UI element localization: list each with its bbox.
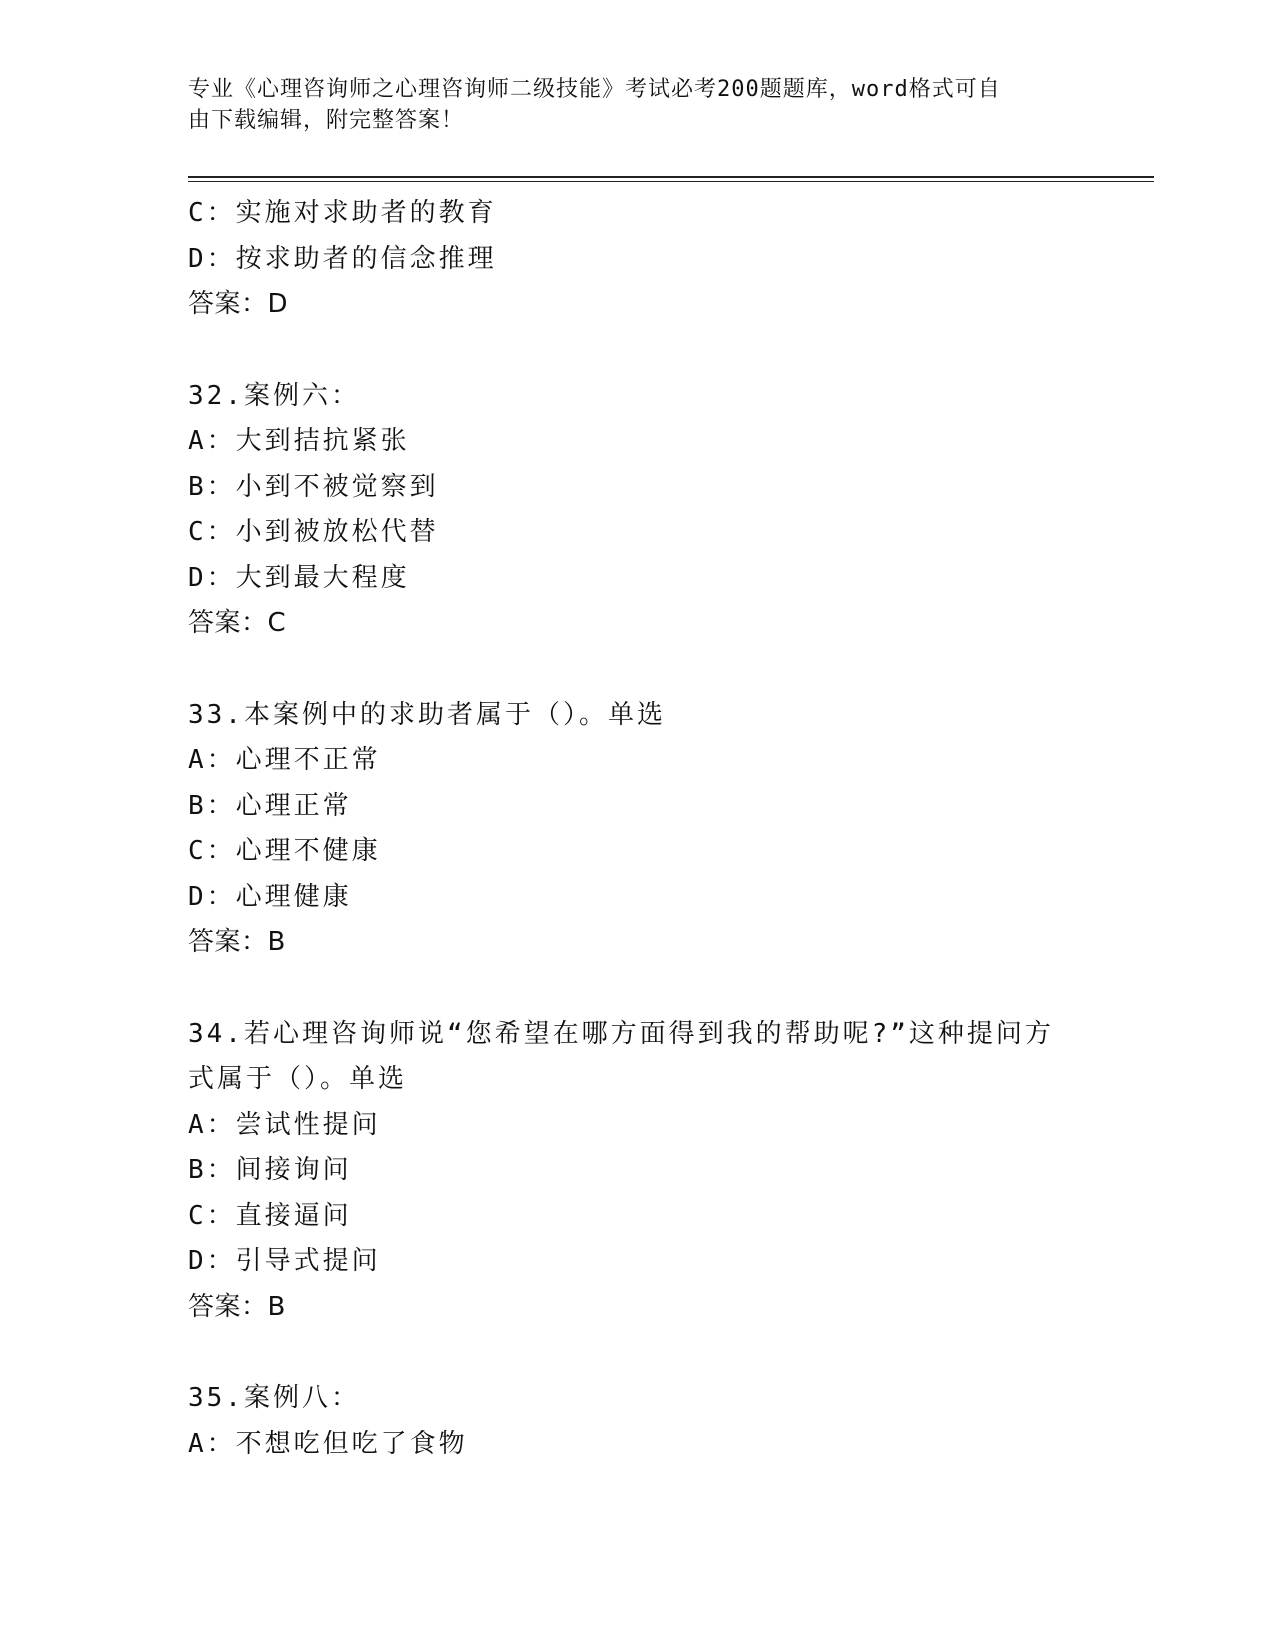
question-list — [188, 193, 1108, 1469]
spacer — [188, 968, 1108, 1014]
option-b: B：心理正常 — [188, 790, 352, 821]
spacer — [188, 330, 1108, 376]
answer-line: 答案：B — [188, 1291, 286, 1322]
option-a: A：大到拮抗紧张 — [188, 426, 410, 456]
answer-line: 答案：C — [188, 608, 287, 638]
option-c: C：小到被放松代替 — [188, 517, 439, 547]
document-header — [188, 74, 1068, 136]
option-c: C：实施对求助者的教育 — [188, 198, 497, 228]
spacer — [188, 649, 1108, 695]
question-stem: 35.案例八： — [188, 1383, 360, 1413]
question-stem: 34.若心理咨询师说“您希望在哪方面得到我的帮助呢?”这种提问方 — [188, 1018, 1054, 1049]
option-c: C：直接逼问 — [188, 1200, 352, 1231]
header-line-1: 专业《心理咨询师之心理咨询师二级技能》考试必考200题题库，word格式可自 — [188, 77, 1001, 102]
question-block-34 — [188, 1014, 1108, 1333]
question-block-32 — [188, 376, 1108, 649]
option-a: A：尝试性提问 — [188, 1109, 381, 1140]
question-block-continued — [188, 193, 1108, 330]
question-block-35 — [188, 1378, 1108, 1469]
option-d: D：心理健康 — [188, 881, 352, 912]
option-d: D：大到最大程度 — [188, 562, 410, 593]
option-a: A：不想吃但吃了食物 — [188, 1428, 468, 1459]
question-stem: 32.案例六： — [188, 380, 360, 411]
answer-line: 答案：B — [188, 927, 286, 957]
header-line-2: 由下载编辑，附完整答案！ — [188, 108, 465, 133]
option-d: D：按求助者的信念推理 — [188, 243, 497, 274]
header-divider — [188, 176, 1154, 182]
option-a: A：心理不正常 — [188, 745, 381, 775]
question-block-33 — [188, 695, 1108, 968]
option-b: B：间接询问 — [188, 1155, 352, 1185]
option-b: B：小到不被觉察到 — [188, 471, 439, 502]
answer-line: 答案：D — [188, 289, 289, 319]
question-stem-continued: 式属于（）。单选 — [188, 1064, 408, 1094]
question-stem: 33.本案例中的求助者属于（）。单选 — [188, 699, 666, 730]
option-c: C：心理不健康 — [188, 836, 381, 866]
option-d: D：引导式提问 — [188, 1246, 381, 1276]
spacer — [188, 1332, 1108, 1378]
